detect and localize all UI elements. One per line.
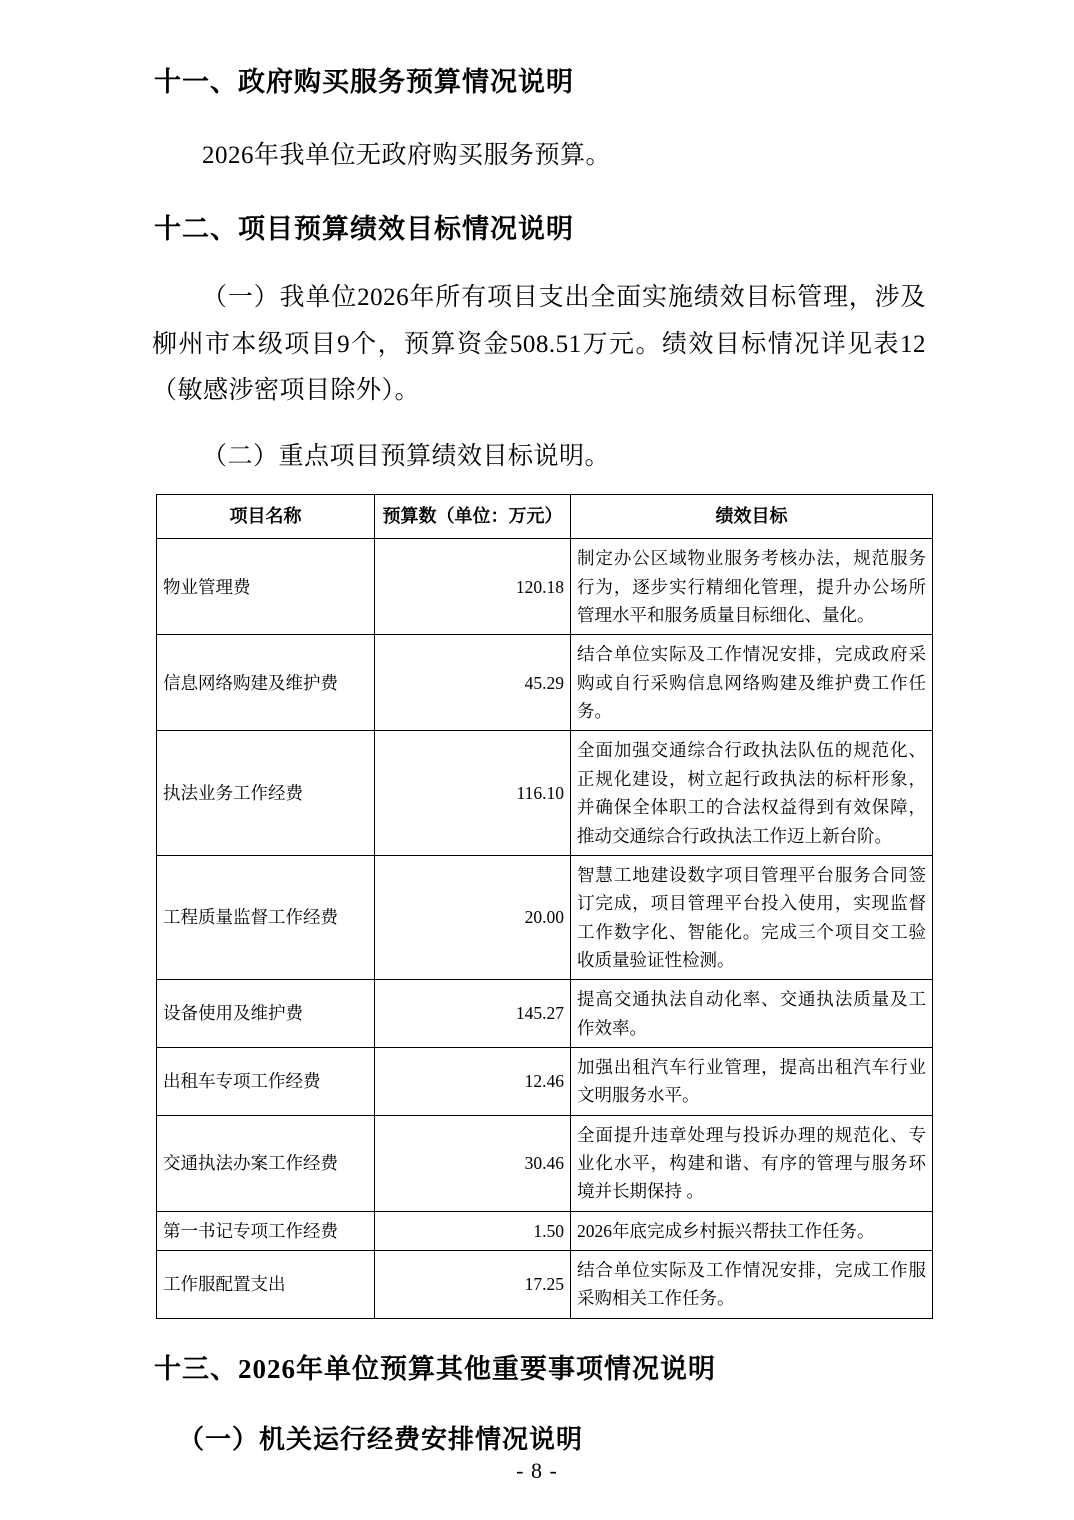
cell-budget-amount: 30.46 bbox=[375, 1115, 571, 1211]
section-heading-13: 十三、2026年单位预算其他重要事项情况说明 bbox=[154, 1353, 716, 1384]
cell-performance-goal: 结合单位实际及工作情况安排，完成工作服采购相关工作任务。 bbox=[571, 1250, 933, 1318]
cell-performance-goal: 提高交通执法自动化率、交通执法质量及工作效率。 bbox=[571, 980, 933, 1048]
cell-project-name: 工作服配置支出 bbox=[157, 1250, 375, 1318]
table-row bbox=[157, 731, 933, 855]
cell-project-name: 工程质量监督工作经费 bbox=[157, 855, 375, 979]
cell-performance-goal: 智慧工地建设数字项目管理平台服务合同签订完成，项目管理平台投入使用，实现监督工作数字化、智能化。完成三个项目交工验收质量验证性检测。 bbox=[571, 855, 933, 979]
column-header-goal: 绩效目标 bbox=[571, 495, 933, 539]
table-row bbox=[157, 539, 933, 635]
table-row bbox=[157, 1250, 933, 1318]
cell-budget-amount: 45.29 bbox=[375, 635, 571, 731]
spacer bbox=[152, 249, 926, 275]
spacer bbox=[152, 1319, 926, 1349]
table-row bbox=[157, 855, 933, 979]
spacer bbox=[152, 1389, 926, 1419]
performance-target-table bbox=[156, 494, 933, 1318]
section-11-paragraph: 2026年我单位无政府购买服务预算。 bbox=[202, 141, 612, 169]
cell-performance-goal: 全面加强交通综合行政执法队伍的规范化、正规化建设，树立起行政执法的标杆形象，并确保全体职工的合法权益得到有效保障，推动交通综合行政执法工作迈上新台阶。 bbox=[571, 731, 933, 855]
cell-budget-amount: 145.27 bbox=[375, 980, 571, 1048]
cell-performance-goal: 加强出租汽车行业管理，提高出租汽车行业文明服务水平。 bbox=[571, 1047, 933, 1115]
section-heading-12: 十二、项目预算绩效目标情况说明 bbox=[154, 213, 574, 244]
cell-project-name: 信息网络购建及维护费 bbox=[157, 635, 375, 731]
cell-project-name: 交通执法办案工作经费 bbox=[157, 1115, 375, 1211]
column-header-amount: 预算数（单位：万元） bbox=[375, 495, 571, 539]
spacer bbox=[152, 103, 926, 133]
section-13-sub-heading: （一）机关运行经费安排情况说明 bbox=[178, 1425, 584, 1455]
cell-budget-amount: 116.10 bbox=[375, 731, 571, 855]
table-row bbox=[157, 980, 933, 1048]
cell-project-name: 执法业务工作经费 bbox=[157, 731, 375, 855]
cell-performance-goal: 全面提升违章处理与投诉办理的规范化、专业化水平，构建和谐、有序的管理与服务环境并长期保持 。 bbox=[571, 1115, 933, 1211]
cell-performance-goal: 制定办公区域物业服务考核办法，规范服务行为，逐步实行精细化管理，提升办公场所管理水平和服务质量目标细化、量化。 bbox=[571, 539, 933, 635]
section-12-paragraph-2: （二）重点项目预算绩效目标说明。 bbox=[202, 443, 611, 470]
section-heading-11: 十一、政府购买服务预算情况说明 bbox=[154, 67, 574, 97]
cell-project-name: 物业管理费 bbox=[157, 539, 375, 635]
table-row bbox=[157, 1115, 933, 1211]
cell-budget-amount: 120.18 bbox=[375, 539, 571, 635]
spacer bbox=[152, 414, 926, 434]
table-row bbox=[157, 1047, 933, 1115]
page-number: - 8 - bbox=[516, 1458, 558, 1483]
cell-budget-amount: 12.46 bbox=[375, 1047, 571, 1115]
cell-project-name: 出租车专项工作经费 bbox=[157, 1047, 375, 1115]
table-header-row bbox=[157, 495, 933, 539]
cell-budget-amount: 1.50 bbox=[375, 1211, 571, 1250]
cell-performance-goal: 2026年底完成乡村振兴帮扶工作任务。 bbox=[571, 1211, 933, 1250]
table-row bbox=[157, 1211, 933, 1250]
cell-performance-goal: 结合单位实际及工作情况安排，完成政府采购或自行采购信息网络购建及维护费工作任务。 bbox=[571, 635, 933, 731]
column-header-name: 项目名称 bbox=[157, 495, 375, 539]
cell-project-name: 第一书记专项工作经费 bbox=[157, 1211, 375, 1250]
cell-budget-amount: 17.25 bbox=[375, 1250, 571, 1318]
cell-budget-amount: 20.00 bbox=[375, 855, 571, 979]
table-row bbox=[157, 635, 933, 731]
cell-project-name: 设备使用及维护费 bbox=[157, 980, 375, 1048]
section-12-paragraph-1: （一）我单位2026年所有项目支出全面实施绩效目标管理，涉及柳州市本级项目9个，预算资金508.51万元。绩效目标情况详见表12（敏感涉密项目除外）。 bbox=[152, 284, 926, 404]
spacer bbox=[152, 179, 926, 209]
